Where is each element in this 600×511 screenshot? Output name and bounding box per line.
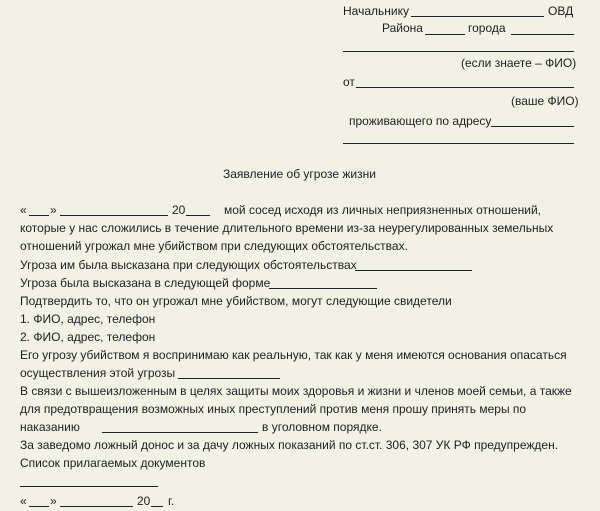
offender-name-field[interactable] <box>102 432 258 433</box>
body-line-1: мой сосед исходя из личных неприязненных отношений, <box>224 203 541 217</box>
body-line-3: отношений угрожал мне убийством при следующих обстоятельствах. <box>20 239 408 253</box>
own-fio-hint: (ваше ФИО) <box>511 94 579 108</box>
body-line-6: Подтвердить то, что он угрожал мне убийством, могут следующие свидетели <box>20 294 452 308</box>
from-label: от <box>343 75 355 89</box>
body-line-10: осуществления этой угрозы <box>20 366 176 380</box>
addressee-prefix: Начальнику <box>343 4 409 18</box>
city-label: города <box>468 21 506 35</box>
date-year-field[interactable] <box>186 215 210 216</box>
body-line-9: Его угрозу убийством я воспринимаю как реальную, так как у меня имеются основания опасаться <box>20 348 567 362</box>
criminal-procedure-text: в уголовном порядке. <box>262 420 382 434</box>
fio-hint: (если знаете – ФИО) <box>461 56 577 70</box>
signature-field[interactable] <box>20 486 158 487</box>
address-field[interactable] <box>491 126 574 127</box>
punish-label: наказанию <box>20 420 80 434</box>
body-line-2: которые у нас сложились в течение длительного времени из-за неурегулированных земельных <box>20 221 554 235</box>
witness-2: 2. ФИО, адрес, телефон <box>20 330 156 344</box>
date-day-field[interactable] <box>29 215 49 216</box>
applicant-name-field[interactable] <box>356 87 574 88</box>
footer-date-month-field[interactable] <box>60 506 133 507</box>
address-field-2[interactable] <box>343 143 574 144</box>
body-line-4: Угроза им была высказана при следующих обстоятельствах <box>20 258 357 272</box>
district-field[interactable] <box>425 34 465 35</box>
addressee-suffix: ОВД <box>548 4 574 18</box>
city-field[interactable] <box>511 34 574 35</box>
year-prefix: 20 <box>172 203 186 217</box>
attachments-label: Список прилагаемых документов <box>20 456 206 470</box>
chief-name-field[interactable] <box>343 51 574 52</box>
body-line-14: За заведомо ложный донос и за дачу ложных показаний по ст.ст. 306, 307 УК РФ предупрежден. <box>20 438 559 452</box>
footer-date-day-field[interactable] <box>29 506 49 507</box>
address-label: проживающего по адресу <box>349 114 492 128</box>
footer-date-year-field[interactable] <box>151 506 163 507</box>
date-open-quote: « <box>20 203 27 217</box>
police-department-field[interactable] <box>411 16 544 17</box>
body-line-12: для предотвращения возможных иных преступлений против меня прошу принять меры по <box>20 402 527 416</box>
footer-year-prefix: 20 <box>137 494 151 508</box>
footer-date-close-quote: » <box>50 494 57 508</box>
body-line-5: Угроза была высказана в следующей форме <box>20 276 271 290</box>
threat-reason-field[interactable] <box>178 378 280 379</box>
footer-date-open-quote: « <box>20 494 27 508</box>
circumstances-field[interactable] <box>355 270 472 271</box>
witness-1: 1. ФИО, адрес, телефон <box>20 312 156 326</box>
threat-form-field[interactable] <box>269 288 377 289</box>
document-title: Заявление об угрозе жизни <box>223 167 376 181</box>
date-month-field[interactable] <box>60 215 168 216</box>
footer-year-suffix: г. <box>168 494 175 508</box>
date-close-quote: » <box>50 203 57 217</box>
district-label: Района <box>382 21 423 35</box>
body-line-11: В связи с вышеизложенным в целях защиты моих здоровья и жизни и членов моей семьи, а также <box>20 384 572 398</box>
